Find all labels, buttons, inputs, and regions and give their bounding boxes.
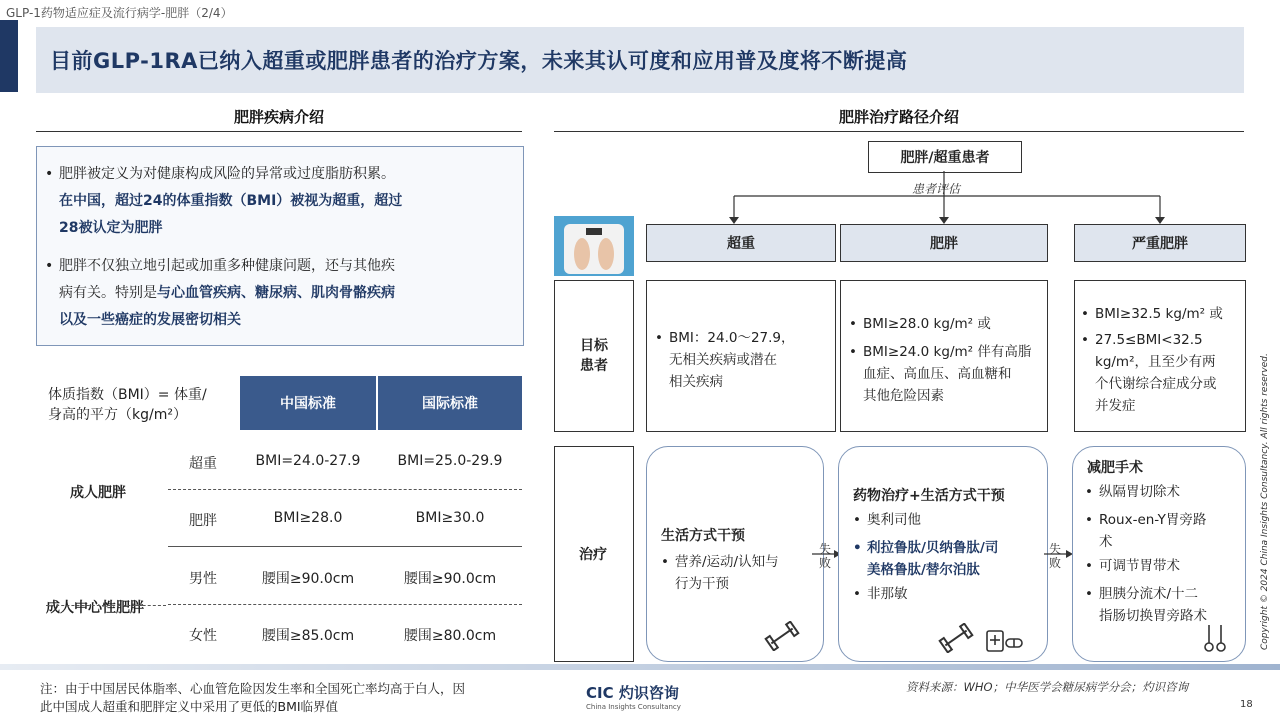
target-obese-2: • BMI≥24.0 kg/m² 伴有高脂 血症、高血压、高血糖和 其他危险因素: [849, 344, 1032, 404]
level-severe: 严重肥胖: [1074, 224, 1246, 262]
surgery-item-1: • 纵隔胃切除术: [1085, 484, 1180, 500]
fail-arrow-2: [1044, 548, 1074, 560]
row-divider: [168, 604, 522, 605]
right-section-rule: [554, 131, 1244, 132]
dumbbell-icon: [763, 621, 801, 651]
row-label-treat: 治疗: [579, 547, 607, 563]
table-cell: BMI≥30.0: [415, 510, 485, 526]
tree-connectors: [554, 170, 1244, 226]
surgery-box: [1072, 446, 1246, 662]
lifestyle-box: [646, 446, 824, 662]
target-severe-1: • BMI≥32.5 kg/m² 或: [1081, 306, 1223, 322]
footnote: 注：由于中国居民体脂率、心血管危险因发生率和全国死亡率均高于白人，因 此中国成人超重和肥胖定义中采用了更低的BMI临界值: [40, 681, 466, 714]
level-overweight: 超重: [646, 224, 836, 262]
left-section-title: 肥胖疾病介绍: [233, 108, 324, 126]
target-severe-box: [1074, 280, 1246, 432]
row-label-target: 目标患者: [580, 338, 608, 374]
source-note: 资料来源：WHO；中华医学会糖尿病学分会；灼识咨询: [906, 680, 1189, 694]
col-header-intl: 国际标准: [378, 376, 522, 430]
fail-label-1: 失败: [818, 542, 831, 570]
level-obese: 肥胖: [840, 224, 1048, 262]
surgery-item-3: • 可调节胃带术: [1085, 558, 1180, 574]
drug-item-1: • 奥利司他: [853, 512, 921, 528]
row-divider: [168, 489, 522, 490]
lifestyle-item: • 营养/运动/认知与 行为干预: [661, 554, 779, 592]
target-severe-2: • 27.5≤BMI<32.5 kg/m²，且至少有两 个代谢综合症成分或 并发症: [1081, 332, 1217, 414]
col-header-china: 中国标准: [240, 376, 376, 430]
surgery-item-4: • 胆胰分流术/十二 指肠切换胃旁路术: [1085, 586, 1207, 624]
lifestyle-head: 生活方式干预: [661, 528, 745, 544]
fail-label-2: 失败: [1048, 542, 1061, 570]
target-overweight-box: [646, 280, 836, 432]
table-cell: BMI=24.0-27.9: [255, 453, 361, 469]
eval-label: 患者评估: [912, 182, 961, 196]
group-rule: [46, 605, 166, 606]
target-overweight: • BMI：24.0～27.9， 无相关疾病或潜在 相关疾病: [655, 330, 795, 390]
intro-bullet-1: • 肥胖被定义为对健康构成风险的异常或过度脂肪积累。 在中国，超过24的体重指数（BMI）被视为超重，超过 28被认定为肥胖: [45, 166, 403, 236]
root-node: 肥胖/超重患者: [868, 141, 1022, 173]
left-accent-bar: [0, 20, 18, 92]
drug-item-2: • 利拉鲁肽/贝纳鲁肽/司 美格鲁肽/替尔泊肽: [853, 540, 999, 578]
right-section-title: 肥胖治疗路径介绍: [838, 108, 959, 126]
surgery-head: 减肥手术: [1087, 460, 1143, 476]
bmi-definition: 体质指数（BMI）= 体重/ 身高的平方（kg/m²）: [48, 387, 207, 423]
left-section-rule: [36, 131, 522, 132]
row-divider: [168, 546, 522, 547]
table-cell: 腰围≥85.0cm: [261, 628, 355, 644]
copyright: Copyright © 2024 China Insights Consultancy. All rights reserved.: [1260, 353, 1270, 650]
table-cell: 腰围≥90.0cm: [403, 571, 497, 587]
page-number: 18: [1240, 699, 1253, 710]
footer-bar: [0, 664, 1280, 670]
drug-head: 药物治疗+生活方式干预: [853, 488, 1005, 504]
target-obese-1: • BMI≥28.0 kg/m² 或: [849, 316, 991, 332]
group-adult-obesity: 成人肥胖: [70, 485, 126, 501]
table-cell: BMI=25.0-29.9: [397, 453, 503, 469]
page-title: 目前GLP-1RA已纳入超重或肥胖患者的治疗方案，未来其认可度和应用普及度将不断提高: [50, 49, 908, 73]
intro-bullet-2: • 肥胖不仅独立地引起或加重多种健康问题，还与其他疾 病有关。特别是与心血管疾病、糖尿病、肌肉骨骼疾病 以及一些癌症的发展密切相关: [45, 258, 395, 328]
surgical-tools-icon: [1201, 623, 1231, 653]
surgery-item-2: • Roux-en-Y胃旁路 术: [1085, 512, 1207, 550]
group-central-obesity: 成人中心性肥胖: [46, 600, 144, 616]
scale-image: [554, 216, 634, 276]
target-obese-box: [840, 280, 1048, 432]
row-label: 男性: [189, 571, 217, 587]
scale-icon: [554, 216, 634, 276]
medicine-icon: [985, 623, 1025, 653]
table-cell: 腰围≥80.0cm: [403, 628, 497, 644]
top-label: GLP-1药物适应症及流行病学-肥胖（2/4）: [6, 6, 233, 20]
intro-box: [36, 146, 524, 346]
drug-box: [838, 446, 1048, 662]
row-label: 女性: [189, 628, 217, 644]
dumbbell-icon: [937, 623, 975, 653]
row-label: 超重: [189, 456, 217, 472]
table-cell: BMI≥28.0: [273, 510, 343, 526]
cic-logo: CIC 灼识咨询 China Insights Consultancy: [586, 684, 681, 711]
drug-item-3: • 非那敏: [853, 586, 908, 602]
table-cell: 腰围≥90.0cm: [261, 571, 355, 587]
row-label: 肥胖: [189, 513, 217, 529]
